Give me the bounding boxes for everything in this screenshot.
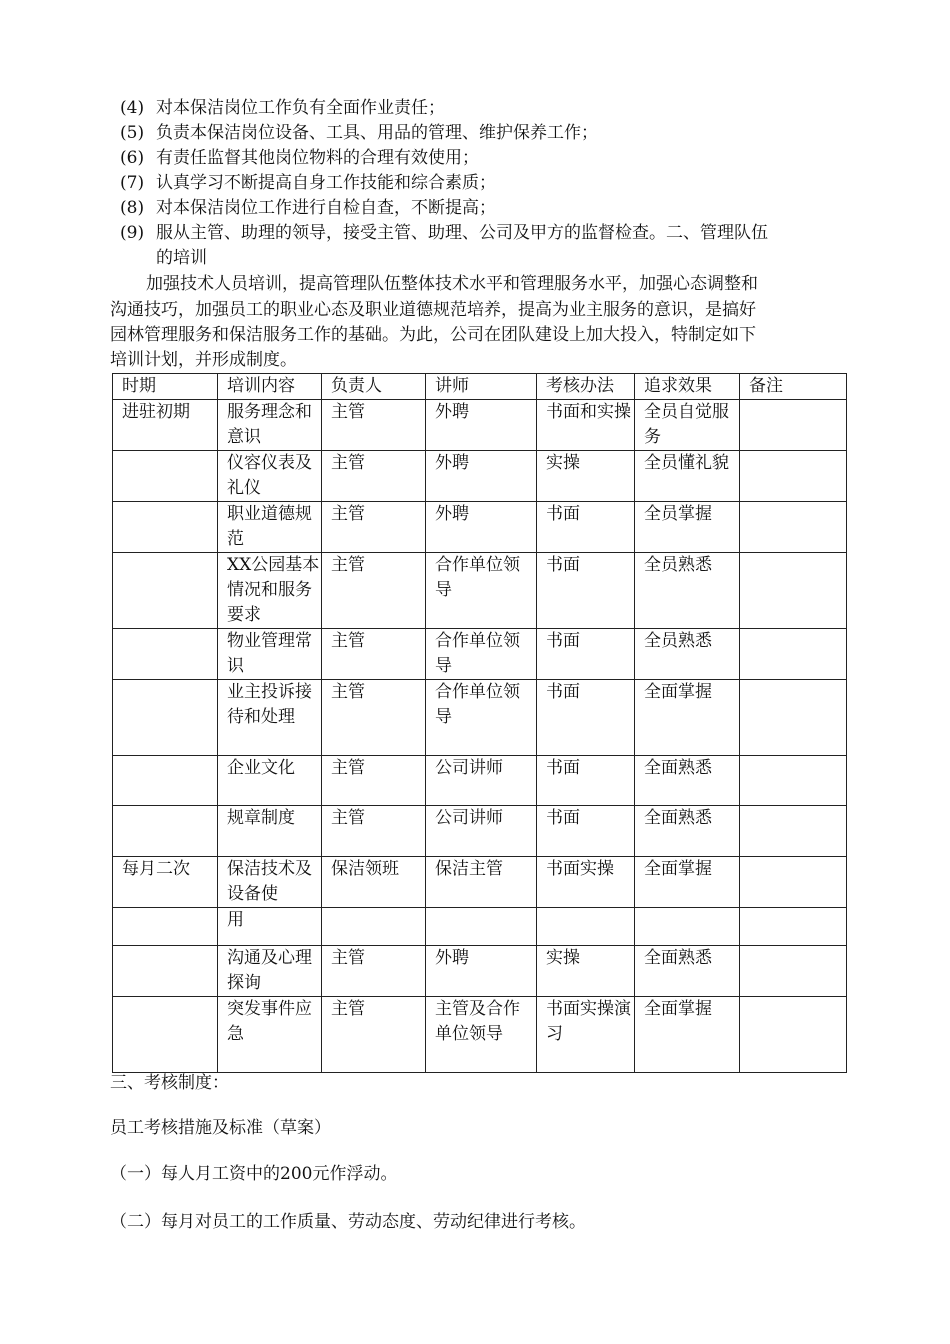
table-cell: 物业管理常识 [218, 629, 322, 680]
table-row [113, 400, 847, 451]
duty-number: (5) [120, 123, 145, 143]
section-heading: 三、考核制度： [110, 1073, 229, 1093]
table-cell: 外聘 [426, 400, 537, 451]
table-cell [740, 629, 847, 680]
table-cell: 主管及合作单位领导 [426, 997, 537, 1073]
intro-line: 加强技术人员培训，提高管理队伍整体技术水平和管理服务水平，加强心态调整和 [146, 274, 758, 294]
table-cell: 公司讲师 [426, 756, 537, 806]
table-cell: 主管 [322, 680, 426, 756]
column-header: 追求效果 [635, 374, 740, 400]
table-cell [113, 451, 218, 502]
column-header: 考核办法 [537, 374, 635, 400]
table-row [113, 997, 847, 1073]
duty-text: 对本保洁岗位工作进行自检自查，不断提高； [156, 198, 496, 218]
duty-number: (9) [120, 223, 145, 243]
duty-item [120, 221, 768, 245]
table-cell: 书面实操 [537, 857, 635, 908]
table-cell: 合作单位领导 [426, 553, 537, 629]
table-header-row [113, 374, 847, 400]
table-cell: 业主投诉接待和处理 [218, 680, 322, 756]
table-cell [113, 806, 218, 857]
table-cell: 全员掌握 [635, 502, 740, 553]
duty-number: (6) [120, 148, 145, 168]
table-cell: 保洁技术及设备使 [218, 857, 322, 908]
table-row [113, 908, 847, 946]
table-cell: 主管 [322, 400, 426, 451]
table-cell: 合作单位领导 [426, 629, 537, 680]
table-cell: 书面实操演习 [537, 997, 635, 1073]
table-cell: 全面掌握 [635, 680, 740, 756]
assessment-item: （一）每人月工资中的200元作浮动。 [110, 1164, 398, 1184]
column-header: 培训内容 [218, 374, 322, 400]
table-cell: 主管 [322, 451, 426, 502]
table-cell: 职业道德规范 [218, 502, 322, 553]
table-cell: 主管 [322, 629, 426, 680]
table-cell: 保洁主管 [426, 857, 537, 908]
table-cell [740, 908, 847, 946]
table-cell: 企业文化 [218, 756, 322, 806]
table-cell: 突发事件应急 [218, 997, 322, 1073]
table-cell: 实操 [537, 451, 635, 502]
duty-text-continuation: 的培训 [156, 248, 207, 268]
table-cell: 书面和实操 [537, 400, 635, 451]
table-cell [322, 908, 426, 946]
table-cell [740, 756, 847, 806]
table-cell: 保洁领班 [322, 857, 426, 908]
table-cell [740, 553, 847, 629]
table-cell [740, 400, 847, 451]
duty-text: 负责本保洁岗位设备、工具、用品的管理、维护保养工作； [156, 123, 598, 143]
table-cell [426, 908, 537, 946]
table-cell: 全员懂礼貌 [635, 451, 740, 502]
table-row [113, 629, 847, 680]
table-cell: 仪容仪表及礼仪 [218, 451, 322, 502]
table-cell: 外聘 [426, 451, 537, 502]
table-cell: 全员自觉服务 [635, 400, 740, 451]
duty-text: 服从主管、助理的领导，接受主管、助理、公司及甲方的监督检查。二、管理队伍 [156, 223, 768, 243]
assessment-item: （二）每月对员工的工作质量、劳动态度、劳动纪律进行考核。 [110, 1212, 586, 1232]
table-cell [740, 946, 847, 997]
duty-text: 对本保洁岗位工作负有全面作业责任； [156, 98, 445, 118]
table-row [113, 502, 847, 553]
duty-item [120, 146, 479, 170]
table-cell [740, 806, 847, 857]
table-cell: 服务理念和意识 [218, 400, 322, 451]
table-cell: 书面 [537, 806, 635, 857]
table-cell: 主管 [322, 997, 426, 1073]
table-cell [113, 629, 218, 680]
training-plan-table [112, 373, 847, 1073]
table-cell [740, 451, 847, 502]
duty-item [120, 96, 445, 120]
duty-number: (8) [120, 198, 145, 218]
table-cell: 规章制度 [218, 806, 322, 857]
table-cell: 书面 [537, 680, 635, 756]
table-cell: 主管 [322, 553, 426, 629]
duty-text: 有责任监督其他岗位物料的合理有效使用； [156, 148, 479, 168]
table-row [113, 857, 847, 908]
table-cell [537, 908, 635, 946]
table-cell: 主管 [322, 946, 426, 997]
table-cell: 全面熟悉 [635, 946, 740, 997]
duty-number: (7) [120, 173, 145, 193]
intro-line: 沟通技巧，加强员工的职业心态及职业道德规范培养，提高为业主服务的意识，是搞好 [110, 300, 756, 320]
table-row [113, 756, 847, 806]
table-cell: 书面 [537, 502, 635, 553]
table-cell: 外聘 [426, 502, 537, 553]
table-row [113, 553, 847, 629]
table-cell: 沟通及心理探询 [218, 946, 322, 997]
column-header: 讲师 [426, 374, 537, 400]
intro-line: 培训计划，并形成制度。 [110, 350, 297, 370]
table-cell: 外聘 [426, 946, 537, 997]
table-cell: 书面 [537, 629, 635, 680]
table-cell: 公司讲师 [426, 806, 537, 857]
duty-text: 认真学习不断提高自身工作技能和综合素质； [156, 173, 496, 193]
duty-item [120, 121, 598, 145]
table-cell [635, 908, 740, 946]
table-cell: 全面熟悉 [635, 756, 740, 806]
table-cell [740, 997, 847, 1073]
table-cell: 实操 [537, 946, 635, 997]
duty-item [120, 196, 496, 220]
table-row [113, 946, 847, 997]
table-cell [113, 908, 218, 946]
table-cell: 全面熟悉 [635, 806, 740, 857]
table-cell: 合作单位领导 [426, 680, 537, 756]
table-row [113, 451, 847, 502]
duty-number: (4) [120, 98, 145, 118]
table-cell: XX公园基本情况和服务要求 [218, 553, 322, 629]
table-cell: 进驻初期 [113, 400, 218, 451]
table-cell: 全面掌握 [635, 997, 740, 1073]
duty-item [120, 171, 496, 195]
table-cell: 用 [218, 908, 322, 946]
assessment-title: 员工考核措施及标准（草案） [110, 1118, 331, 1138]
table-cell [740, 857, 847, 908]
table-cell: 主管 [322, 756, 426, 806]
table-row [113, 680, 847, 756]
column-header: 负责人 [322, 374, 426, 400]
table-cell [113, 680, 218, 756]
table-cell [113, 756, 218, 806]
table-cell: 主管 [322, 806, 426, 857]
column-header: 时期 [113, 374, 218, 400]
table-cell: 全面掌握 [635, 857, 740, 908]
table-row [113, 806, 847, 857]
table-cell: 全员熟悉 [635, 629, 740, 680]
column-header: 备注 [740, 374, 847, 400]
table-cell [113, 997, 218, 1073]
table-cell: 主管 [322, 502, 426, 553]
table-cell [113, 553, 218, 629]
table-cell: 全员熟悉 [635, 553, 740, 629]
table-cell [113, 946, 218, 997]
table-cell [113, 502, 218, 553]
table-cell [740, 502, 847, 553]
table-cell: 书面 [537, 756, 635, 806]
table-cell: 书面 [537, 553, 635, 629]
table-cell [740, 680, 847, 756]
table-cell: 每月二次 [113, 857, 218, 908]
intro-line: 园林管理服务和保洁服务工作的基础。为此，公司在团队建设上加大投入，特制定如下 [110, 325, 756, 345]
